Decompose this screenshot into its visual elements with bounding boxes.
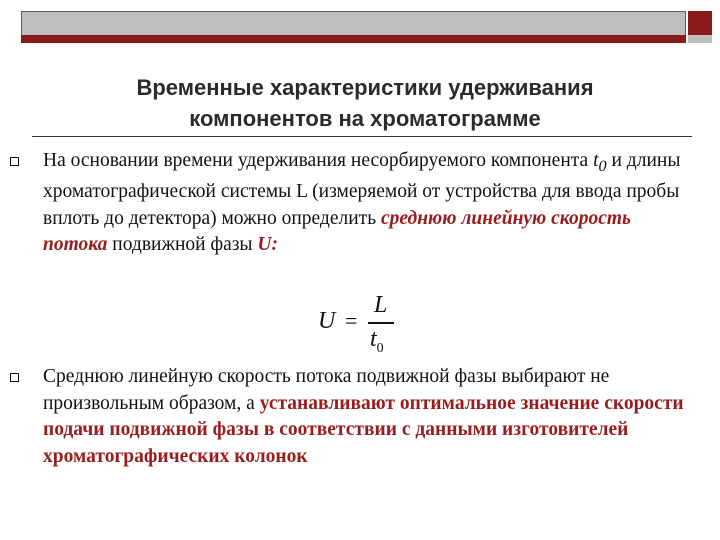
- t0-subscript: 0: [598, 156, 607, 175]
- bullet1-text-b: и длины хроматографической системы L (измеряемой от устройства для ввода пробы вплоть до детектора) можно определить: [43, 150, 681, 229]
- header-band-outline: [21, 11, 686, 35]
- velocity-formula: [318, 292, 398, 358]
- formula-denominator: [370, 326, 384, 357]
- formula-lhs: U: [318, 308, 336, 334]
- formula-equals: =: [345, 308, 358, 333]
- formula-numerator: L: [374, 292, 388, 318]
- t0-variable: [593, 150, 607, 175]
- corner-accent-dark: [688, 11, 712, 35]
- denominator-letter: t: [370, 326, 377, 352]
- slide-title: [40, 72, 690, 134]
- t0-letter: t: [593, 150, 599, 171]
- bullet1-text-a: На основании времени удерживания несорбируемого компонента: [43, 150, 594, 171]
- bullet2-text-a: Среднюю линейную скорость потока подвижной фазы выбирают не произвольным образом, а: [43, 366, 610, 414]
- fraction-bar: [368, 322, 394, 324]
- bullet2-highlight: устанавливают оптимальное значение скорости подачи подвижной фазы в соответствии с данными изготовителей хроматографических колонок: [43, 392, 684, 467]
- bullet-paragraph-1: [43, 148, 683, 259]
- u-variable: U:: [257, 234, 278, 256]
- bullet1-text-c: подвижной фазы: [107, 234, 258, 256]
- title-divider: [32, 136, 692, 137]
- bullet1-highlight: среднюю линейную скорость потока: [43, 207, 631, 256]
- bullet-square-icon: [10, 373, 19, 382]
- bullet-square-icon: [10, 157, 19, 166]
- title-line-1: Временные характеристики удерживания: [136, 75, 594, 100]
- denominator-subscript: 0: [376, 341, 384, 356]
- title-line-2: компонентов на хроматограмме: [189, 106, 541, 131]
- corner-accent-light: [688, 35, 712, 43]
- bullet-paragraph-2: [43, 364, 718, 470]
